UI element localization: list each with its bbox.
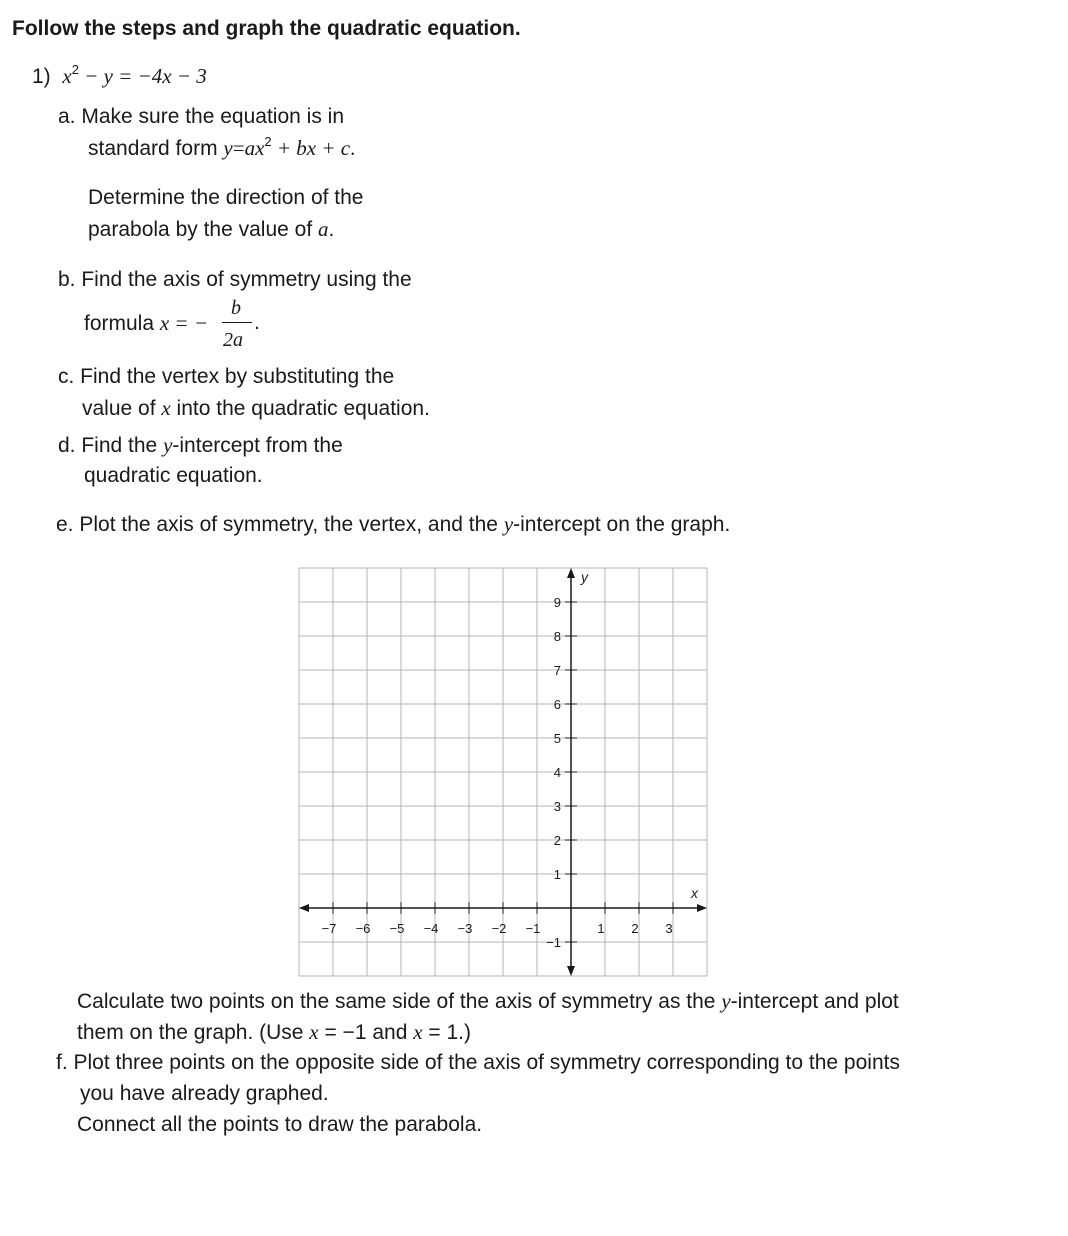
x-tick-label: 3 [665,921,673,936]
calc-eq2: = 1.) [422,1021,471,1044]
y-tick-label: −1 [546,935,561,950]
y-tick-label: 9 [553,595,561,610]
y-axis-arrow-down [567,966,575,976]
calc-line2-pre: them on the graph. (Use [77,1021,310,1044]
x-tick-label: −2 [491,921,507,936]
y-axis-label: y [581,569,588,585]
standard-form-equals: = [232,136,245,160]
step-f-line1: f. Plot three points on the opposite side of the axis of symmetry corresponding to the points [56,1051,900,1074]
step-a-line4-text: parabola by the value of [88,218,318,241]
step-c-line2-post: into the quadratic equation. [170,397,430,420]
y-tick-label: 3 [553,799,561,814]
x-tick-label: −7 [321,921,337,936]
variable-y: y [163,433,173,457]
step-e-line1-pre: e. Plot the axis of symmetry, the vertex, and the [56,513,504,536]
x-tick-label: −5 [389,921,405,936]
y-tick-label: 1 [553,867,561,882]
y-tick-label: 8 [553,629,561,644]
x-tick-label: −3 [457,921,473,936]
calc-line1-pre: Calculate two points on the same side of the axis of symmetry as the [77,990,722,1013]
calc-line2 [77,1020,471,1045]
variable-y-calc: y [721,989,731,1013]
step-f-line2: you have already graphed. [80,1082,329,1105]
standard-form-y: y [223,136,233,160]
equation-exponent: 2 [71,62,79,77]
step-a-line3: Determine the direction of the [88,186,364,209]
x-tick-label: 2 [631,921,639,936]
y-tick-label: 5 [553,731,561,746]
step-b-line1: b. Find the axis of symmetry using the [58,268,412,291]
y-tick-label: 6 [553,697,561,712]
equation-rest: − y = −4x − 3 [78,64,207,88]
calc-x1: x [309,1020,319,1044]
equation-x: x [62,64,72,88]
x-tick-label: 1 [597,921,605,936]
step-c-line2-pre: value of [82,397,162,420]
calc-line1-post: -intercept and plot [730,990,899,1013]
variable-x: x [161,396,171,420]
x-tick-label: −6 [355,921,371,936]
step-a-label: standard form [88,137,224,160]
standard-form-period: . [350,136,356,160]
step-a-line1: a. Make sure the equation is in [58,105,345,128]
calc-line1 [77,989,899,1014]
x-axis-label: x [691,885,698,901]
standard-form-rest: + bx + c [271,136,351,160]
step-d-line2: quadratic equation. [84,464,263,487]
formula-lhs: x = − [159,311,209,335]
standard-form-ax: ax [244,136,265,160]
standard-form-exponent: 2 [264,134,272,149]
calc-eq1: = −1 and [318,1021,414,1044]
formula-label: formula [84,312,160,335]
step-d-line1-pre: d. Find the [58,434,164,457]
variable-a: a [318,217,329,241]
x-tick-label: −1 [525,921,541,936]
step-a-line4-period: . [328,218,335,241]
calc-x2: x [413,1020,423,1044]
y-tick-label: 2 [553,833,561,848]
y-axis-arrow-up [567,568,575,578]
fraction-numerator: b [231,297,241,319]
variable-y-e: y [503,512,514,536]
step-d-line1-post: -intercept from the [172,434,343,457]
page-title: Follow the steps and graph the quadratic equation. [12,17,521,40]
x-axis-arrow-right [697,904,707,912]
y-tick-label: 7 [553,663,561,678]
y-tick-label: 4 [553,765,561,780]
step-f-line3: Connect all the points to draw the parabola. [77,1113,483,1136]
step-e-line1-post: -intercept on the graph. [513,513,731,536]
x-axis-arrow-left [299,904,309,912]
step-c-line1: c. Find the vertex by substituting the [58,365,395,388]
formula-period: . [254,311,260,334]
fraction-denominator: 2a [223,329,243,351]
x-tick-label: −4 [423,921,439,936]
problem-number: 1) [32,65,51,88]
